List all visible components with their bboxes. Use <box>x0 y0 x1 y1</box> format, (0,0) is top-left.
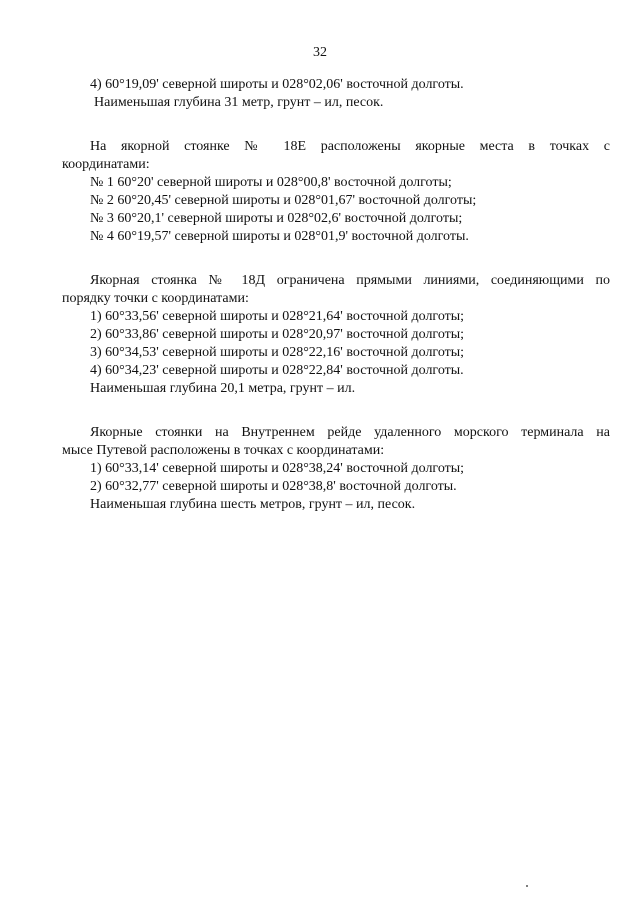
coordinate-line: № 4 60°19,57' северной широты и 028°01,9' восточной долготы. <box>90 229 469 244</box>
coordinate-line: № 1 60°20' северной широты и 028°00,8' восточной долготы; <box>90 175 452 190</box>
section-anchorage-18d <box>62 272 610 398</box>
coordinate-line: 3) 60°34,53' северной широты и 028°22,16' восточной долготы; <box>90 345 465 360</box>
coordinate-line: № 3 60°20,1' северной широты и 028°02,6' восточной долготы; <box>90 211 463 226</box>
coordinate-line: № 2 60°20,45' северной широты и 028°01,67' восточной долготы; <box>90 193 477 208</box>
section-intro-first-line: На якорной стоянке № 18Е расположены якорные места в точках с <box>90 139 610 154</box>
page-number: 32 <box>313 45 327 60</box>
section-anchorage-18e <box>62 138 610 246</box>
depth-note: Наименьшая глубина 31 метр, грунт – ил, песок. <box>94 95 384 110</box>
section-intro-continuation: координатами: <box>62 157 150 172</box>
section-intro-first-line: Якорная стоянка № 18Д ограничена прямыми линиями, соединяющими по <box>90 273 610 288</box>
depth-note: Наименьшая глубина шесть метров, грунт – ил, песок. <box>90 497 416 512</box>
section-inner-roadstead <box>62 424 610 514</box>
scan-speck <box>526 885 528 887</box>
coordinate-line: 4) 60°34,23' северной широты и 028°22,84' восточной долготы. <box>90 363 464 378</box>
document-body <box>62 76 610 514</box>
section-intro-continuation: мысе Путевой расположены в точках с координатами: <box>62 443 385 458</box>
coordinate-line: 2) 60°32,77' северной широты и 028°38,8' восточной долготы. <box>90 479 457 494</box>
coordinate-line: 4) 60°19,09' северной широты и 028°02,06' восточной долготы. <box>90 77 464 92</box>
coordinate-line: 2) 60°33,86' северной широты и 028°20,97' восточной долготы; <box>90 327 465 342</box>
section-intro-first-line: Якорные стоянки на Внутреннем рейде удаленного морского терминала на <box>90 425 610 440</box>
depth-note: Наименьшая глубина 20,1 метра, грунт – ил. <box>90 381 356 396</box>
section-continuation <box>62 76 610 112</box>
coordinate-line: 1) 60°33,56' северной широты и 028°21,64' восточной долготы; <box>90 309 465 324</box>
coordinate-line: 1) 60°33,14' северной широты и 028°38,24' восточной долготы; <box>90 461 465 476</box>
section-intro-continuation: порядку точки с координатами: <box>62 291 249 306</box>
